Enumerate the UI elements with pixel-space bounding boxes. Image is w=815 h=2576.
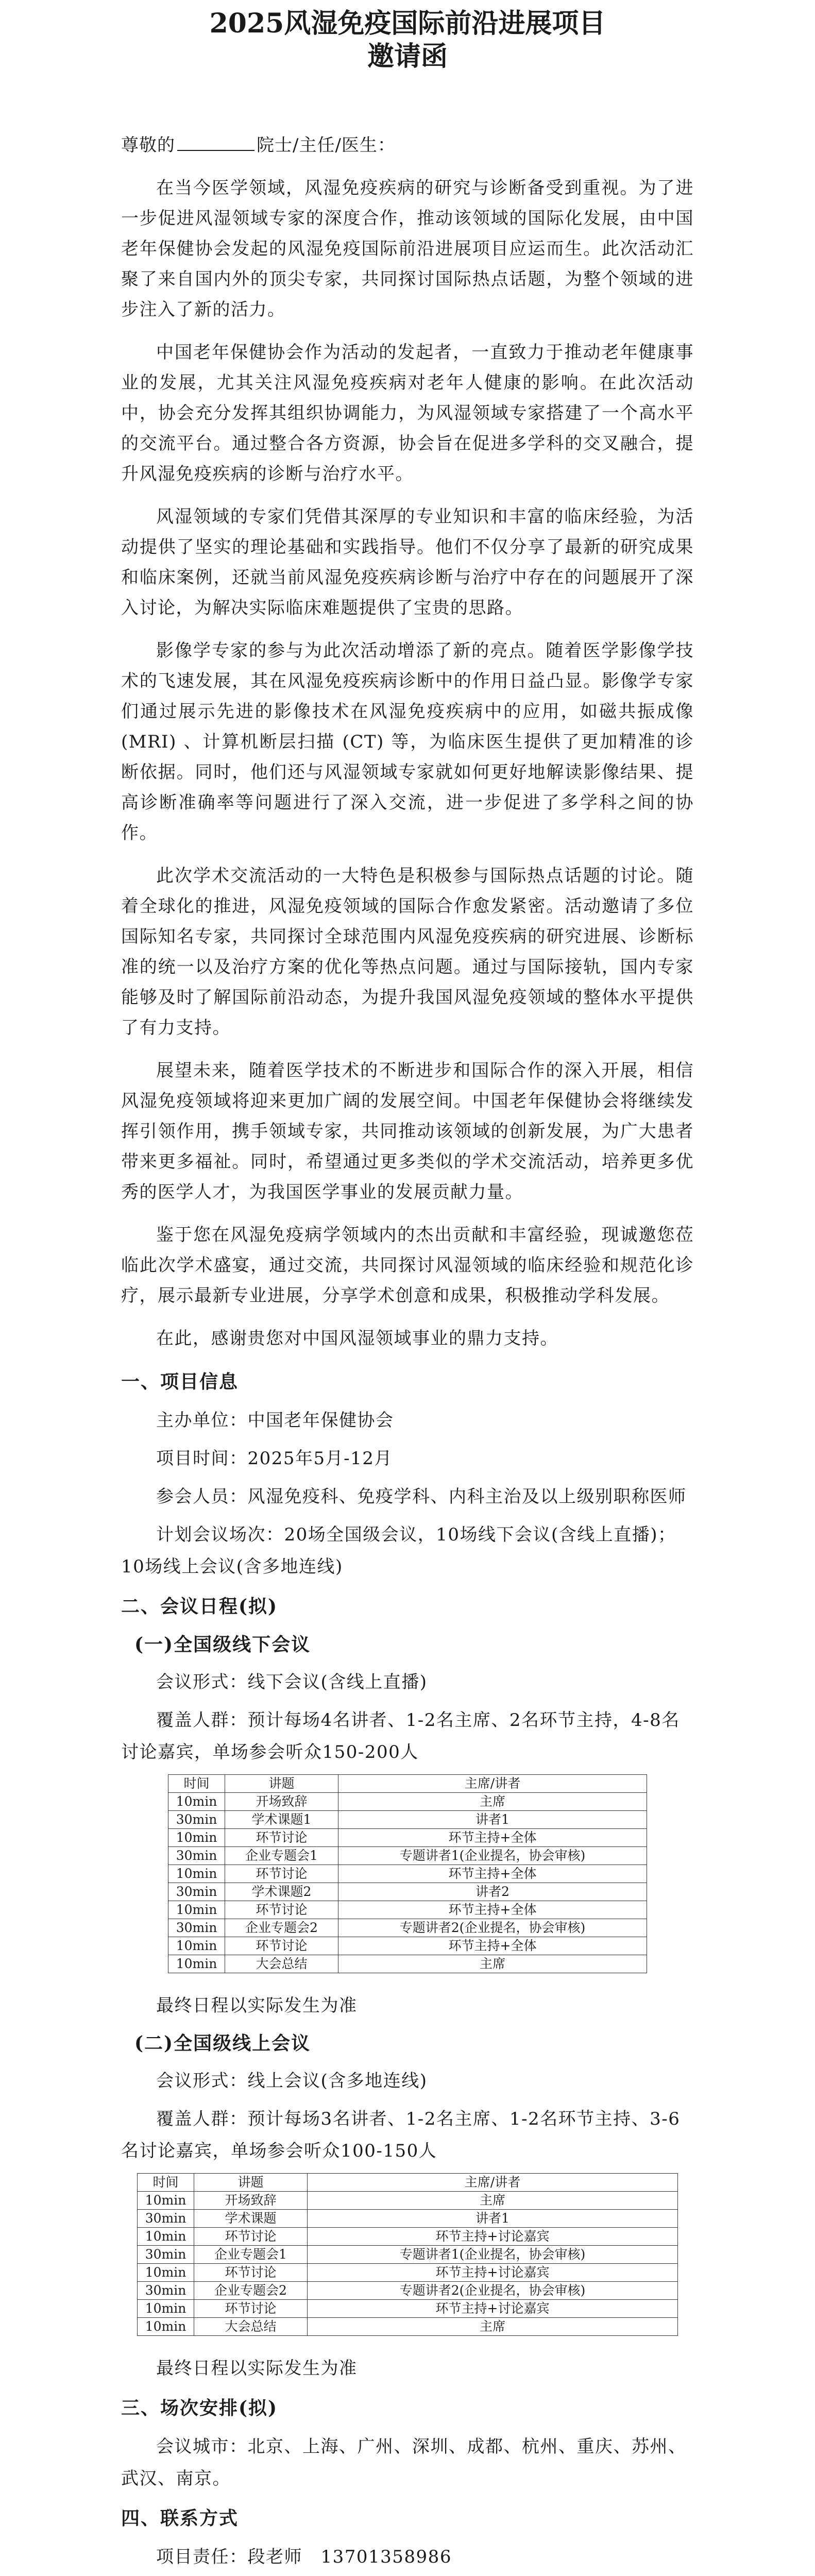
header-speaker: 主席/讲者 <box>308 2174 678 2192</box>
table-row <box>138 2282 678 2300</box>
cell-speaker: 主席 <box>338 1955 647 1973</box>
table-row <box>168 1955 647 1973</box>
section-project-info-heading: 一、项目信息 <box>121 1371 239 1393</box>
cell-topic: 企业专题会2 <box>225 1919 338 1937</box>
table-row <box>168 1901 647 1919</box>
table-row <box>168 1883 647 1901</box>
project-time-line: 项目时间：2025年5月-12月 <box>156 1448 393 1469</box>
cell-time: 10min <box>168 1955 225 1973</box>
cell-topic: 环节讨论 <box>225 1937 338 1955</box>
cell-time: 10min <box>138 2300 194 2318</box>
cell-topic: 环节讨论 <box>225 1901 338 1919</box>
intro-paragraph-5: 此次学术交流活动的一大特色是积极参与国际热点话题的讨论。随着全球化的推进，风湿免疫领域的国际合作愈发紧密。活动邀请了多位国际知名专家，共同探讨全球范围内风湿免疫疾病的研究进展、诊断标准的统一以及治疗方案的优化等热点问题。通过与国际接轨，国内专家能够及时了解国际前沿动态，为提升我国风湿免疫领域的整体水平提供了有力支持。 <box>121 866 694 1038</box>
offline-schedule-table <box>168 1774 647 1973</box>
cell-topic: 环节讨论 <box>194 2228 308 2246</box>
cell-topic: 大会总结 <box>194 2318 308 2336</box>
online-form-line: 会议形式：线上会议(含多地连线) <box>156 2071 428 2091</box>
cell-topic: 学术课题 <box>194 2210 308 2228</box>
table-row <box>168 1937 647 1955</box>
cell-time: 10min <box>138 2192 194 2210</box>
meeting-plan-line: 计划会议场次：20场全国级会议，10场线下会议(含线上直播)；10场线上会议(含多地连线) <box>121 1524 676 1577</box>
table-row <box>138 2300 678 2318</box>
header-time: 时间 <box>168 1775 225 1793</box>
cell-time: 30min <box>168 1811 225 1829</box>
cell-speaker: 专题讲者1(企业提名，协会审核) <box>308 2246 678 2264</box>
cell-time: 30min <box>168 1919 225 1937</box>
intro-paragraph-1: 在当今医学领域，风湿免疫疾病的研究与诊断备受到重视。为了进一步促进风湿领域专家的深度合作，推动该领域的国际化发展，由中国老年保健协会发起的风湿免疫国际前沿进展项目应运而生。此次活动汇聚了来自国内外的顶尖专家，共同探讨国际热点话题，为整个领域的进步注入了新的活力。 <box>121 178 694 320</box>
section-schedule-heading: 二、会议日程(拟) <box>121 1596 278 1617</box>
cell-topic: 环节讨论 <box>225 1865 338 1883</box>
cell-topic: 环节讨论 <box>194 2264 308 2282</box>
cell-topic: 开场致辞 <box>194 2192 308 2210</box>
intro-paragraph-3: 风湿领域的专家们凭借其深厚的专业知识和丰富的临床经验，为活动提供了坚实的理论基础和实践指导。他们不仅分享了最新的研究成果和临床案例，还就当前风湿免疫疾病诊断与治疗中存在的问题展开了深入讨论，为解决实际临床难题提供了宝贵的思路。 <box>121 506 694 618</box>
section-venues-heading: 三、场次安排(拟) <box>121 2397 278 2419</box>
cell-topic: 开场致辞 <box>225 1793 338 1811</box>
cell-speaker: 主席 <box>338 1793 647 1811</box>
doc-title: 2025风湿免疫国际前沿进展项目 <box>209 8 606 39</box>
cell-speaker: 环节主持+全体 <box>338 1829 647 1847</box>
participants-line: 参会人员：风湿免疫科、免疫学科、内科主治及以上级别职称医师 <box>156 1486 687 1507</box>
intro-paragraph-4: 影像学专家的参与为此次活动增添了新的亮点。随着医学影像学技术的飞速发展，其在风湿免疫疾病诊断中的作用日益凸显。影像学专家们通过展示先进的影像技术在风湿免疫疾病中的应用，如磁共振成像 (MRI) 、计算机断层扫描 (CT) 等，为临床医生提供了更加精准的诊断依据。同时，他们还与风湿领域专家就如何更好地解读影像结果、提高诊断准确率等问题进行了深入交流，进一步促进了多学科之间的协作。 <box>121 640 694 843</box>
cell-speaker: 环节主持+讨论嘉宾 <box>308 2300 678 2318</box>
salutation-suffix: 院士/主任/医生： <box>257 135 396 156</box>
intro-paragraph-2: 中国老年保健协会作为活动的发起者，一直致力于推动老年健康事业的发展，尤其关注风湿免疫疾病对老年人健康的影响。在此次活动中，协会充分发挥其组织协调能力，为风湿领域专家搭建了一个高水平的交流平台。通过整合各方资源，协会旨在促进多学科的交叉融合，提升风湿免疫疾病的诊断与治疗水平。 <box>121 342 694 484</box>
header-topic: 讲题 <box>194 2174 308 2192</box>
header-topic: 讲题 <box>225 1775 338 1793</box>
cell-topic: 学术课题2 <box>225 1883 338 1901</box>
cell-time: 30min <box>138 2246 194 2264</box>
table-row <box>168 1865 647 1883</box>
cell-time: 30min <box>168 1847 225 1865</box>
cell-speaker: 讲者1 <box>338 1811 647 1829</box>
offline-meeting-subheading: (一)全国级线下会议 <box>134 1634 311 1655</box>
cell-time: 30min <box>168 1883 225 1901</box>
cell-speaker: 专题讲者2(企业提名，协会审核) <box>308 2282 678 2300</box>
meeting-cities-line: 会议城市：北京、上海、广州、深圳、成都、杭州、重庆、苏州、武汉、南京。 <box>121 2436 687 2489</box>
salutation-prefix: 尊敬的 <box>121 135 175 156</box>
cell-speaker: 专题讲者1(企业提名，协会审核) <box>338 1847 647 1865</box>
table-row <box>138 2192 678 2210</box>
salutation <box>121 131 694 160</box>
section-contact-heading: 四、联系方式 <box>121 2507 239 2529</box>
salutation-name-blank <box>177 134 254 151</box>
header-speaker: 主席/讲者 <box>338 1775 647 1793</box>
offline-schedule-note: 最终日程以实际发生为准 <box>156 1995 358 2016</box>
online-meeting-subheading: (二)全国级线上会议 <box>134 2032 311 2054</box>
cell-speaker: 环节主持+讨论嘉宾 <box>308 2228 678 2246</box>
cell-topic: 企业专题会1 <box>225 1847 338 1865</box>
cell-speaker: 环节主持+全体 <box>338 1901 647 1919</box>
cell-topic: 环节讨论 <box>194 2300 308 2318</box>
table-header-row <box>138 2174 678 2192</box>
cell-topic: 企业专题会2 <box>194 2282 308 2300</box>
offline-coverage-line: 覆盖人群：预计每场4名讲者、1-2名主席、2名环节主持，4-8名讨论嘉宾，单场参会听众150-200人 <box>121 1710 680 1762</box>
table-row <box>138 2264 678 2282</box>
cell-time: 30min <box>138 2210 194 2228</box>
table-row <box>168 1847 647 1865</box>
cell-speaker: 主席 <box>308 2192 678 2210</box>
doc-subtitle: 邀请函 <box>367 41 448 72</box>
table-row <box>168 1919 647 1937</box>
cell-speaker: 专题讲者2(企业提名，协会审核) <box>338 1919 647 1937</box>
cell-time: 30min <box>138 2282 194 2300</box>
intro-paragraph-7: 鉴于您在风湿免疫病学领域内的杰出贡献和丰富经验，现诚邀您莅临此次学术盛宴，通过交流，共同探讨风湿领域的临床经验和规范化诊疗，展示最新专业进展，分享学术创意和成果，积极推动学科发展。 <box>121 1225 694 1306</box>
cell-time: 10min <box>138 2228 194 2246</box>
cell-speaker: 环节主持+讨论嘉宾 <box>308 2264 678 2282</box>
cell-topic: 企业专题会1 <box>194 2246 308 2264</box>
cell-speaker: 主席 <box>308 2318 678 2336</box>
cell-topic: 大会总结 <box>225 1955 338 1973</box>
intro-paragraph-8: 在此，感谢贵您对中国风湿领域事业的鼎力支持。 <box>156 1328 558 1349</box>
cell-speaker: 讲者1 <box>308 2210 678 2228</box>
table-row <box>168 1793 647 1811</box>
cell-time: 10min <box>168 1937 225 1955</box>
cell-time: 10min <box>138 2264 194 2282</box>
offline-form-line: 会议形式：线下会议(含线上直播) <box>156 1672 428 1692</box>
table-row <box>168 1829 647 1847</box>
online-schedule-table <box>137 2173 678 2336</box>
cell-speaker: 环节主持+全体 <box>338 1937 647 1955</box>
cell-speaker: 讲者2 <box>338 1883 647 1901</box>
host-line: 主办单位：中国老年保健协会 <box>156 1410 394 1431</box>
table-header-row <box>168 1775 647 1793</box>
cell-time: 10min <box>168 1865 225 1883</box>
cell-time: 10min <box>168 1829 225 1847</box>
cell-time: 10min <box>168 1793 225 1811</box>
cell-topic: 学术课题1 <box>225 1811 338 1829</box>
project-lead-contact: 项目责任：段老师 13701358986 <box>156 2547 452 2567</box>
online-schedule-note: 最终日程以实际发生为准 <box>156 2358 358 2379</box>
table-row <box>168 1811 647 1829</box>
cell-topic: 环节讨论 <box>225 1829 338 1847</box>
cell-time: 10min <box>138 2318 194 2336</box>
cell-speaker: 环节主持+全体 <box>338 1865 647 1883</box>
table-row <box>138 2318 678 2336</box>
table-row <box>138 2246 678 2264</box>
table-row <box>138 2210 678 2228</box>
header-time: 时间 <box>138 2174 194 2192</box>
cell-time: 10min <box>168 1901 225 1919</box>
intro-paragraph-6: 展望未来，随着医学技术的不断进步和国际合作的深入开展，相信风湿免疫领域将迎来更加广阔的发展空间。中国老年保健协会将继续发挥引领作用，携手领域专家，共同推动该领域的创新发展，为广大患者带来更多福祉。同时，希望通过更多类似的学术交流活动，培养更多优秀的医学人才，为我国医学事业的发展贡献力量。 <box>121 1060 694 1202</box>
table-row <box>138 2228 678 2246</box>
online-coverage-line: 覆盖人群：预计每场3名讲者、1-2名主席、1-2名环节主持、3-6名讨论嘉宾，单场参会听众100-150人 <box>121 2109 681 2161</box>
